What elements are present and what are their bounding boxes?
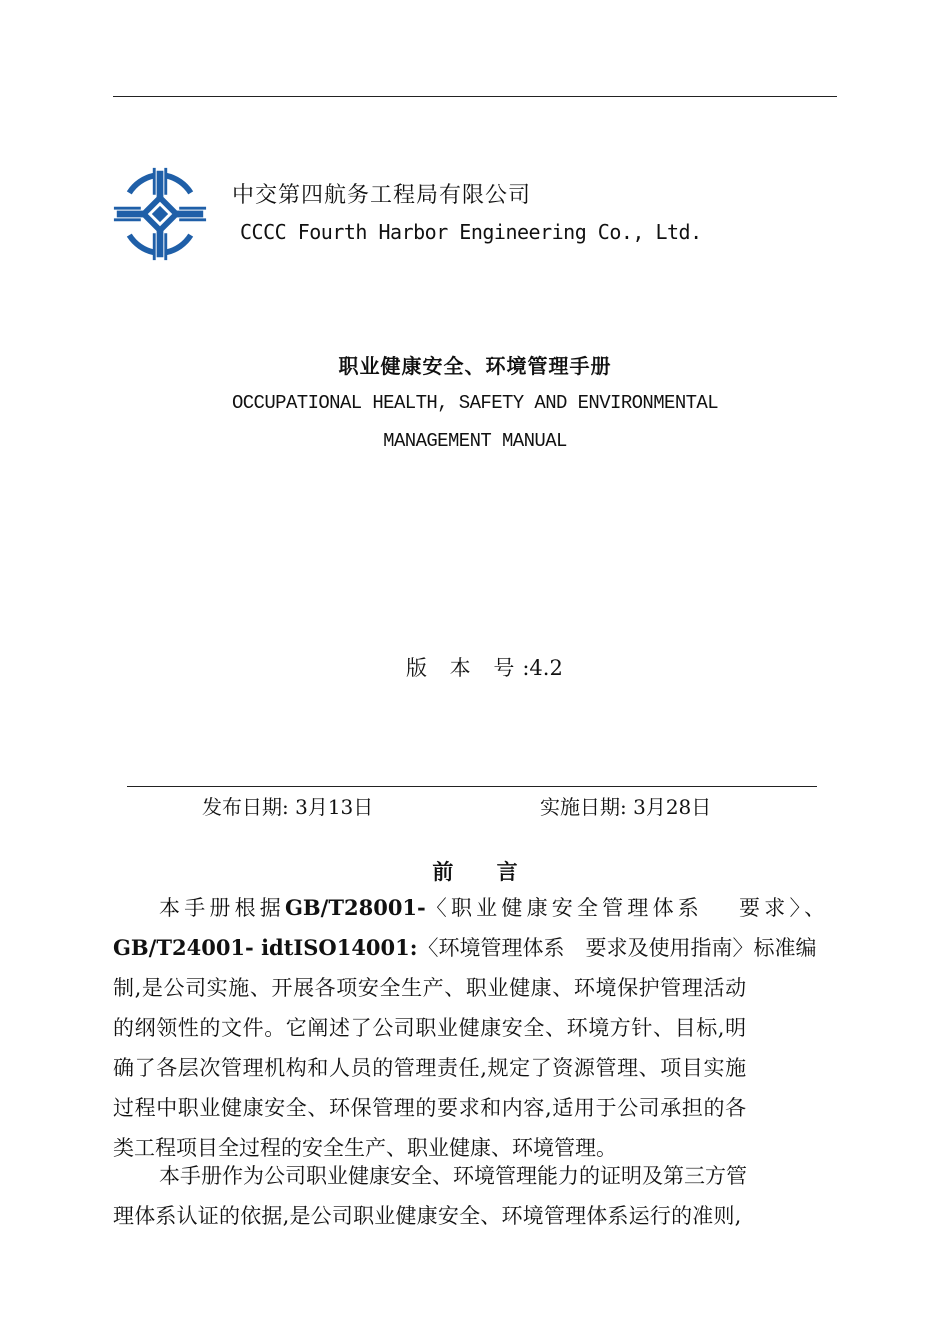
preface-paragraph-1 [113, 888, 839, 1168]
text-run: 本手册根据 [159, 896, 285, 920]
manual-title-en-line2: MANAGEMENT MANUAL [383, 430, 567, 452]
date-rule [127, 786, 817, 787]
standard-code: GB/T28001- [285, 895, 426, 920]
version-number [406, 652, 563, 682]
manual-title-cn: 职业健康安全、环境管理手册 [338, 354, 612, 378]
paragraph-line: 的纲领性的文件。它阐述了公司职业健康安全、环境方针、目标,明 [113, 1016, 747, 1040]
top-rule [113, 96, 837, 97]
paragraph-line: 过程中职业健康安全、环保管理的要求和内容,适用于公司承担的各 [113, 1096, 747, 1120]
cccc-logo-icon [112, 166, 208, 262]
preface-title: 前 言 [432, 859, 536, 884]
company-name-cn: 中交第四航务工程局有限公司 [232, 183, 532, 208]
company-name-en: CCCC Fourth Harbor Engineering Co., Ltd. [240, 220, 702, 244]
standard-code: GB/T24001- idtISO14001: [113, 935, 418, 960]
text-run: 〈环境管理体系 要求及使用指南〉标准编 [417, 936, 817, 960]
paragraph-line [113, 928, 839, 968]
paragraph-line: 类工程项目全过程的安全生产、职业健康、环境管理。 [113, 1136, 617, 1160]
paragraph-line [113, 888, 839, 928]
publish-date: 发布日期: 3月13日 [202, 795, 374, 819]
paragraph-line: 本手册作为公司职业健康安全、环境管理能力的证明及第三方管 [159, 1164, 747, 1188]
paragraph-line: 理体系认证的依据,是公司职业健康安全、环境管理体系运行的准则, [113, 1204, 742, 1228]
paragraph-line: 制,是公司实施、开展各项安全生产、职业健康、环境保护管理活动 [113, 976, 747, 1000]
version-label: 版 本 号 [406, 656, 523, 680]
implement-date: 实施日期: 3月28日 [540, 795, 712, 819]
version-value: :4.2 [522, 656, 563, 680]
text-run: 〈职业健康安全管理体系 要求〉、 [425, 896, 830, 920]
preface-paragraph-2 [113, 1156, 839, 1236]
paragraph-line: 确了各层次管理机构和人员的管理责任,规定了资源管理、项目实施 [113, 1056, 747, 1080]
manual-title-en-line1: OCCUPATIONAL HEALTH, SAFETY AND ENVIRONMENTAL [231, 392, 719, 414]
